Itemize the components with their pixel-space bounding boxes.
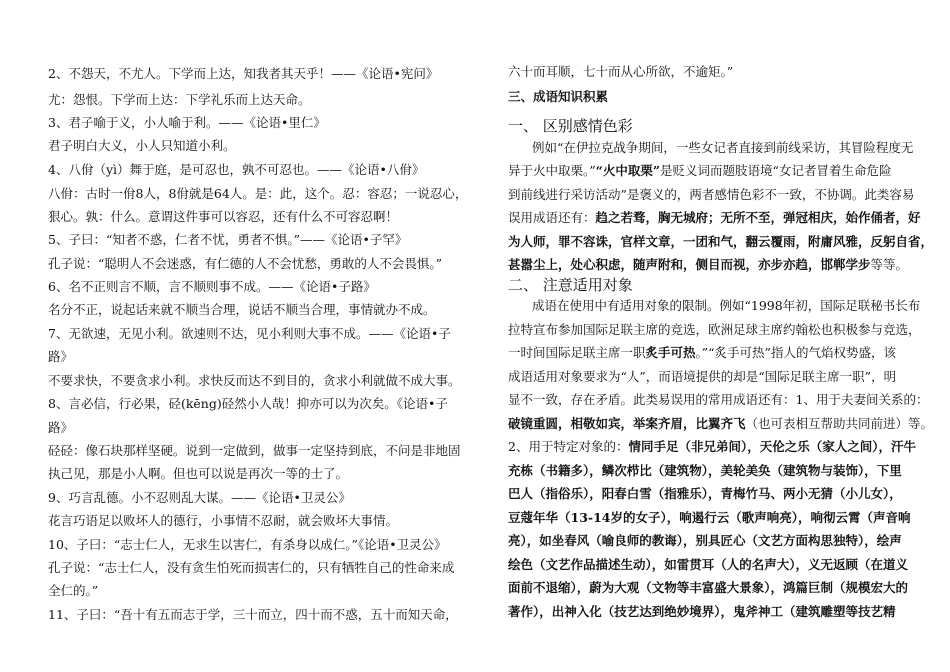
text-line: 5、子曰：“知者不惑，仁者不忧，勇者不惧。”——《论语•子罕》 <box>48 232 408 247</box>
text-span: 。”“炙手可热”指人的气焰权势盛，该 <box>695 345 896 360</box>
text-line: 八佾：古时一佾8人，8佾就是64人。是：此，这个。忍：容忍；一说忍心， <box>48 186 468 201</box>
text-line: 7、无欲速，无见小利。欲速则不达，见小利则大事不成。——《论语•子 <box>48 326 451 341</box>
idiom-highlight: 趋之若骛，胸无城府；无所不至，弹冠相庆，始作俑者，好 <box>595 210 921 225</box>
text-line <box>508 557 908 573</box>
text-line <box>508 463 902 479</box>
idiom-highlight: 面前不退缩），蔚为大观（文物等丰富盛大景象），鸿篇巨制（规模宏大的 <box>508 580 909 595</box>
text-span: 一时间国际足联主席一职 <box>508 345 646 360</box>
idiom-highlight: 炙手可热 <box>645 345 696 360</box>
text-line <box>532 298 920 314</box>
text-line: 3、君子喻于义，小人喻于利。——《论语•里仁》 <box>48 115 326 130</box>
section-heading: 三、成语知识积累 <box>508 89 609 104</box>
text-span: 成语适用对象要求为“人”，而语境提供的却是“国际足联主席一职”，明 <box>508 369 897 384</box>
text-span: 到前线进行采访活动”是褒义的，两者感情色彩不一致，不协调。此类容易 <box>508 187 915 202</box>
text-line: 六十而耳顺，七十而从心所欲，不逾矩。” <box>508 64 734 79</box>
text-span: 成语在使用中有适用对象的限制。例如“1998年初，国际足联秘书长布 <box>532 298 921 313</box>
text-line <box>508 257 908 273</box>
text-line: 狠心。孰：什么。意谓这件事可以容忍，还有什么不可容忍啊！ <box>48 209 399 224</box>
text-line: 执己见，那是小人啊。但也可以说是再次一等的士了。 <box>48 466 349 481</box>
text-line: 2、不怨天，不尤人。下学而上达，知我者其天乎！——《论语•宪问》 <box>48 66 439 81</box>
idiom-highlight: “火中取栗” <box>595 163 661 178</box>
text-line: 8、言必信，行必果，硁(kēng)硁然小人哉！抑亦可以为次矣。《论语•子 <box>48 396 448 411</box>
text-line: 不要求快，不要贪求小利。求快反而达不到目的，贪求小利就做不成大事。 <box>48 373 461 388</box>
text-span: 拉特宣布参加国际足联主席的竞选，欧洲足球主席约翰松也积极参与竞选， <box>508 322 921 337</box>
text-line: 路》 <box>48 349 74 364</box>
text-line <box>508 392 928 408</box>
idiom-highlight: 绘色（文艺作品描述生动），如雷贯耳（人的名声大），义无返顾（在道义 <box>508 557 909 572</box>
text-line <box>508 580 908 596</box>
text-line: 名分不正，说起话来就不顺当合理，说话不顺当合理，事情就办不成。 <box>48 302 436 317</box>
text-line: 10、子曰：“志士仁人，无求生以害仁，有杀身以成仁。”《论语•卫灵公》 <box>48 537 447 552</box>
text-line <box>508 187 914 203</box>
text-line <box>508 210 921 226</box>
text-line <box>508 416 933 432</box>
text-span: （也可表相互帮助共同前进）等。 <box>745 416 934 431</box>
text-line: 4、八佾（yì）舞于庭，是可忍也，孰不可忍也。——《论语•八佾》 <box>48 162 425 177</box>
text-span: 是贬义词而题肢语境“女记者冒着生命危险 <box>660 163 892 178</box>
subsection-heading: 二、 注意适用对象 <box>508 276 633 294</box>
text-line <box>508 439 916 455</box>
text-line: 尤：怨恨。下学而上达：下学礼乐而上达天命。 <box>48 92 311 107</box>
idiom-highlight: 著作），出神入化（技艺达到绝妙境界），鬼斧神工（建筑雕塑等技艺精 <box>508 604 896 619</box>
text-span: 误用成语还有： <box>508 210 596 225</box>
text-line <box>508 604 896 620</box>
subsection-heading: 一、 区别感情色彩 <box>508 117 633 135</box>
text-line <box>508 234 933 250</box>
text-span: 2、用于特定对象的： <box>508 439 629 454</box>
text-line: 硁硁：像石块那样坚硬。说到一定做到，做事一定坚持到底，不问是非地固 <box>48 443 461 458</box>
text-line <box>508 510 910 526</box>
text-span: 等等。 <box>870 257 909 272</box>
text-span: 显不一致，存在矛盾。此类易误用的常用成语还有：1、用于夫妻间关系的： <box>508 392 929 407</box>
text-line <box>508 486 902 502</box>
text-span: 异于火中取栗。” <box>508 163 596 178</box>
text-line: 9、巧言乱德。小不忍则乱大谋。——《论语•卫灵公》 <box>48 490 351 505</box>
text-line <box>508 533 902 549</box>
text-line: 孔子说：“志士仁人，没有贪生怕死而损害仁的，只有牺牲自己的性命来成 <box>48 560 455 575</box>
idiom-highlight: 破镜重圆，相敬如宾，举案齐眉，比翼齐飞 <box>508 416 746 431</box>
text-line: 花言巧语足以败坏人的德行，小事情不忍耐，就会败坏大事情。 <box>48 513 399 528</box>
text-line: 全仁的。” <box>48 583 99 598</box>
idiom-highlight: 亮），如坐春风（喻良师的教诲），别具匠心（文艺方面构思独特），绘声 <box>508 533 902 548</box>
text-line: 11、子曰：“吾十有五而志于学，三十而立，四十而不惑，五十而知天命， <box>48 607 458 622</box>
text-line: 孔子说：“聪明人不会迷惑，有仁德的人不会忧愁，勇敢的人不会畏惧。” <box>48 256 443 271</box>
idiom-highlight: 为人师，罪不容诛，官样文章，一团和气，翻云覆雨，附庸风雅，反躬自省， <box>508 234 934 249</box>
text-line <box>508 369 896 385</box>
text-line <box>532 140 913 156</box>
text-line: 路》 <box>48 420 74 435</box>
idiom-highlight: 豆蔻年华（13-14岁的女子），响遏行云（歌声响亮），响彻云霄（声音响 <box>508 510 911 525</box>
text-line <box>508 163 891 179</box>
text-line <box>508 322 921 338</box>
text-line <box>508 345 896 361</box>
idiom-highlight: 充栋（书籍多），鳞次栉比（建筑物），美轮美奂（建筑物与装饰），下里 <box>508 463 902 478</box>
idiom-highlight: 甚嚣尘上，处心积虑，随声附和，侧目而视，亦步亦趋，邯郸学步 <box>508 257 871 272</box>
text-line: 6、名不正则言不顺，言不顺则事不成。——《论语•子路》 <box>48 279 376 294</box>
idiom-highlight: 巴人（指俗乐），阳春白雪（指雅乐），青梅竹马、两小无猜（小儿女）， <box>508 486 902 501</box>
idiom-highlight: 情同手足（非兄弟间），天伦之乐（家人之间），汗牛 <box>628 439 916 454</box>
text-span: 例如“在伊拉克战争期间，一些女记者直接到前线采访，其冒险程度无 <box>532 140 914 155</box>
text-line: 君子明白大义，小人只知道小利。 <box>48 138 236 153</box>
